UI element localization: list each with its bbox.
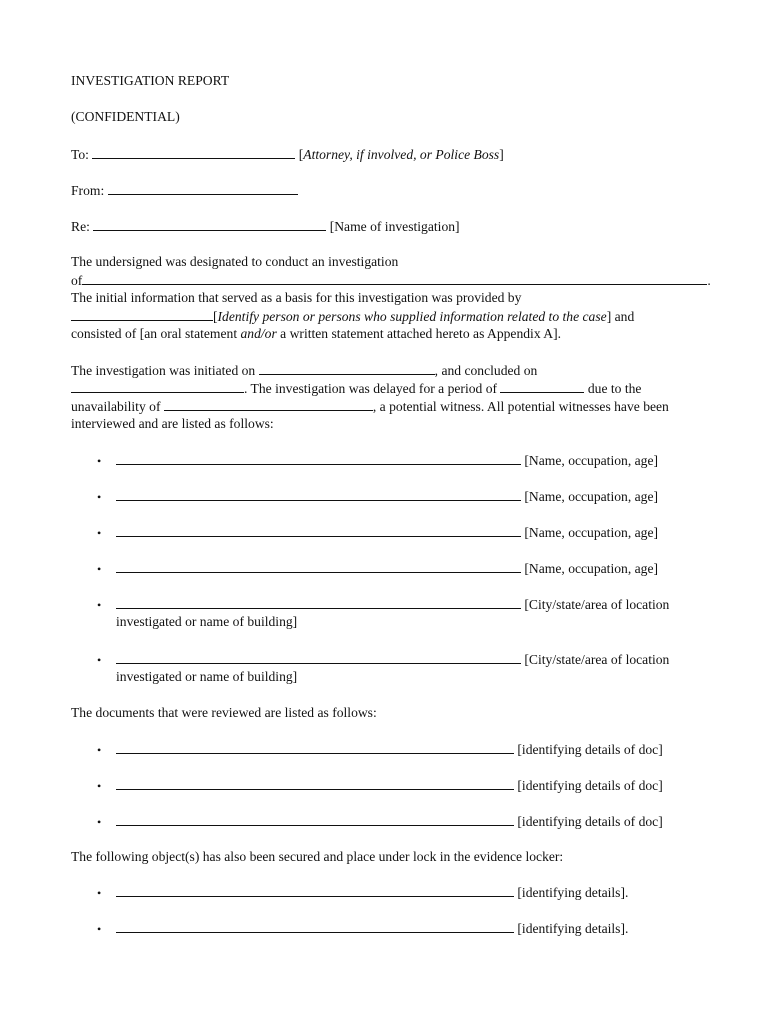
re-note: [Name of investigation] <box>329 219 460 234</box>
concluded-blank <box>71 379 244 393</box>
list-item-continuation: investigated or name of building] <box>116 614 298 629</box>
list-item: [identifying details of doc] <box>116 776 663 795</box>
initiated-blank <box>259 361 435 375</box>
from-blank <box>108 181 298 195</box>
report-title: INVESTIGATION REPORT <box>71 73 230 88</box>
of-blank <box>82 271 707 285</box>
from-line <box>71 181 298 200</box>
to-note: Attorney, if involved, or Police Boss <box>303 147 500 162</box>
list-item: [Name, occupation, age] <box>116 451 658 470</box>
to-label: To: <box>71 147 89 162</box>
list-item: [Name, occupation, age] <box>116 559 658 578</box>
bullet: • <box>97 490 102 504</box>
para1-line2: of . <box>71 273 711 288</box>
para2-line2: . The investigation was delayed for a period of due to the <box>71 379 641 398</box>
para1-line4: [Identify person or persons who supplied information related to the case] and <box>71 307 634 326</box>
list-item: [identifying details of doc] <box>116 740 663 759</box>
objects-intro: The following object(s) has also been secured and place under lock in the evidence locker: <box>71 849 564 864</box>
list-item-continuation: investigated or name of building] <box>116 669 298 684</box>
list-item: [City/state/area of location <box>116 595 669 614</box>
from-label: From: <box>71 183 105 198</box>
confidential-label: (CONFIDENTIAL) <box>71 109 180 124</box>
source-blank <box>71 307 213 321</box>
list-item: [City/state/area of location <box>116 650 669 669</box>
list-item: [identifying details of doc] <box>116 812 663 831</box>
re-blank <box>93 217 326 231</box>
bullet: • <box>97 886 102 900</box>
para1-line3: The initial information that served as a basis for this investigation was provided by <box>71 290 522 305</box>
bullet: • <box>97 454 102 468</box>
re-label: Re: <box>71 219 90 234</box>
bullet: • <box>97 598 102 612</box>
list-item: [Name, occupation, age] <box>116 523 658 542</box>
bullet: • <box>97 653 102 667</box>
list-item: [identifying details]. <box>116 919 628 938</box>
para1-line1: The undersigned was designated to conduct an investigation <box>71 254 399 269</box>
bullet: • <box>97 779 102 793</box>
witness-blank <box>164 397 373 411</box>
re-line <box>71 217 460 236</box>
bullet: • <box>97 743 102 757</box>
to-line: To: [Attorney, if involved, or Police Boss] <box>71 147 504 162</box>
list-item: [Name, occupation, age] <box>116 487 658 506</box>
bullet: • <box>97 815 102 829</box>
bullet: • <box>97 562 102 576</box>
to-blank <box>92 145 295 159</box>
para2-line3: unavailability of , a potential witness. All potential witnesses have been <box>71 399 669 414</box>
list-item: [identifying details]. <box>116 883 628 902</box>
para2-line4: interviewed and are listed as follows: <box>71 416 274 431</box>
para1-line5: consisted of [an oral statement and/or a written statement attached hereto as Appendix A]. <box>71 326 562 341</box>
bullet: • <box>97 526 102 540</box>
para2-line1: The investigation was initiated on , and concluded on <box>71 363 538 378</box>
bullet: • <box>97 922 102 936</box>
delay-blank <box>500 379 584 393</box>
documents-intro: The documents that were reviewed are listed as follows: <box>71 705 377 720</box>
